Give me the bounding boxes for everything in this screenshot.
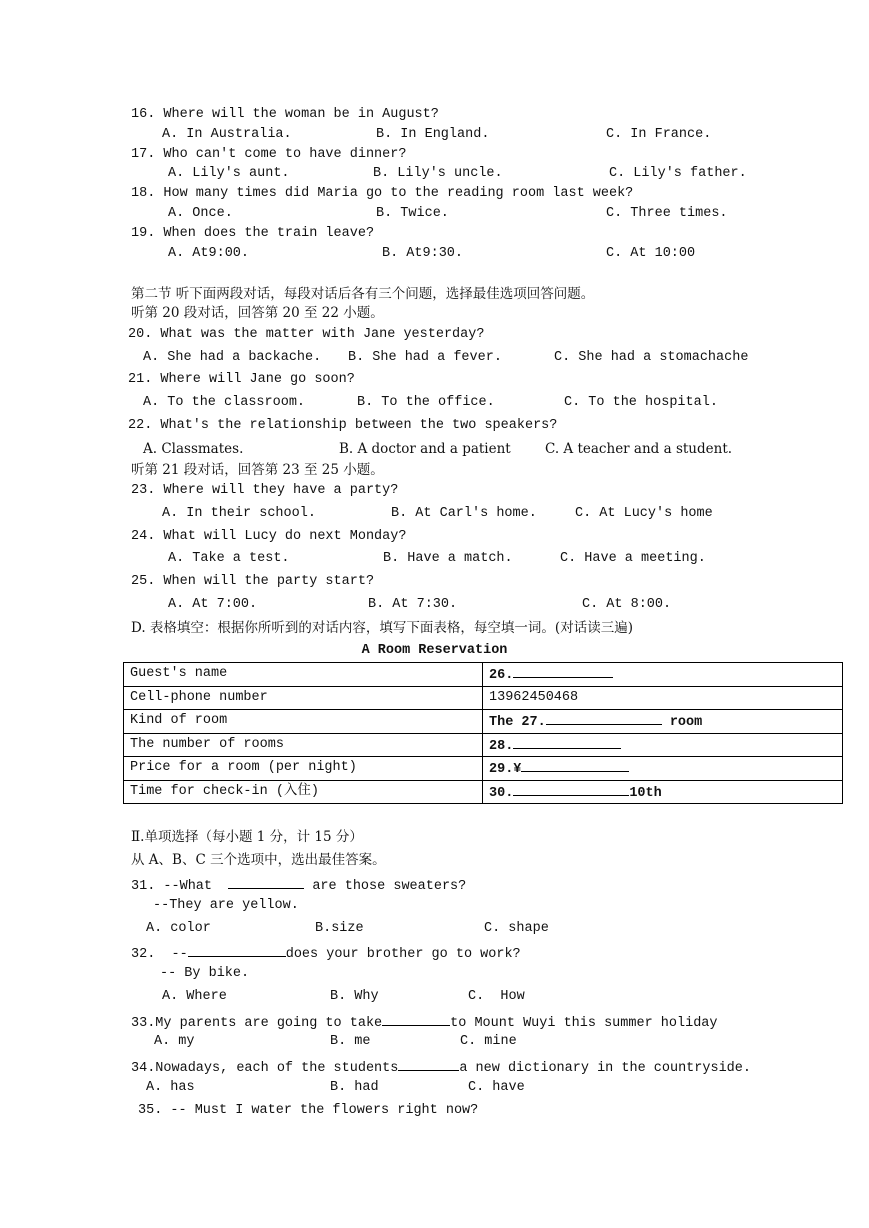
blank-number-26: 26. (489, 668, 514, 684)
option-21c: C. To the hospital. (564, 395, 718, 410)
part2-instruction: 从 A、B、C 三个选项中，选出最佳答案。 (131, 852, 386, 868)
option-19c: C. At 10:00 (606, 246, 696, 261)
question-33-start: 33.My parents are going to take (131, 1016, 383, 1031)
option-22c: C. A teacher and a student. (545, 441, 733, 457)
row-value: 13962450468 (483, 686, 843, 710)
row-value (483, 757, 843, 781)
row-label: Guest's name (124, 663, 483, 687)
section2-sub21: 听第 21 段对话，回答第 23 至 25 小题。 (131, 462, 384, 478)
reply-32: -- By bike. (160, 966, 250, 981)
option-23c: C. At Lucy's home (575, 506, 713, 521)
question-32 (131, 942, 521, 964)
question-31 (131, 874, 466, 896)
row-label: Cell-phone number (124, 686, 483, 710)
option-18b: B. Twice. (376, 206, 449, 221)
option-25a: A. At 7:00. (168, 597, 258, 612)
question-32-end: does your brother go to work? (285, 947, 521, 962)
option-19a: A. At9:00. (168, 246, 250, 261)
table-row (124, 710, 843, 734)
row-value (483, 780, 843, 804)
option-17a: A. Lily's aunt. (168, 166, 290, 181)
option-21b: B. To the office. (357, 395, 495, 410)
answer-blank-28[interactable] (513, 734, 621, 749)
question-17: 17. Who can't come to have dinner? (131, 147, 407, 162)
option-17c: C. Lily's father. (609, 166, 747, 181)
option-34c: C. have (468, 1080, 525, 1095)
question-31-start: 31. --What (131, 879, 213, 894)
question-34-end: a new dictionary in the countryside. (459, 1061, 751, 1076)
blank-number-27: The 27. (489, 715, 546, 731)
table-title: A Room Reservation (361, 643, 508, 658)
option-32c: C. How (468, 989, 525, 1004)
row-suffix: 10th (629, 785, 662, 801)
option-20b: B. She had a fever. (348, 350, 502, 365)
table-row (124, 780, 843, 804)
table-row (124, 733, 843, 757)
option-18a: A. Once. (168, 206, 233, 221)
option-24b: B. Have a match. (383, 551, 513, 566)
option-31c: C. shape (484, 921, 549, 936)
question-18: 18. How many times did Maria go to the reading room last week? (131, 186, 634, 201)
row-value (483, 733, 843, 757)
question-34-start: 34.Nowadays, each of the students (131, 1061, 399, 1076)
answer-blank-31[interactable] (228, 874, 304, 889)
question-33-end: to Mount Wuyi this summer holiday (450, 1016, 718, 1031)
option-34b: B. had (330, 1080, 379, 1095)
option-32a: A. Where (162, 989, 227, 1004)
blank-number-28: 28. (489, 738, 514, 754)
question-35: 35. -- Must I water the flowers right now? (138, 1103, 479, 1118)
option-31b: B.size (315, 921, 364, 936)
option-24a: A. Take a test. (168, 551, 290, 566)
reply-31: --They are yellow. (153, 898, 299, 913)
question-20: 20. What was the matter with Jane yesterday? (128, 327, 485, 342)
option-25b: B. At 7:30. (368, 597, 458, 612)
option-22b: B. A doctor and a patient (339, 441, 511, 457)
answer-blank-33[interactable] (382, 1011, 450, 1026)
blank-number-29: 29.¥ (489, 762, 522, 778)
question-16: 16. Where will the woman be in August? (131, 107, 439, 122)
option-16c: C. In France. (606, 127, 712, 142)
answer-blank-27[interactable] (546, 710, 662, 725)
question-23: 23. Where will they have a party? (131, 483, 399, 498)
option-20a: A. She had a backache. (143, 350, 322, 365)
table-row (124, 663, 843, 687)
option-34a: A. has (146, 1080, 195, 1095)
row-value (483, 710, 843, 734)
part2-heading: Ⅱ.单项选择（每小题 1 分，计 15 分） (131, 829, 363, 845)
option-33a: A. my (154, 1034, 195, 1049)
question-22: 22. What's the relationship between the two speakers? (128, 418, 558, 433)
question-33 (131, 1011, 718, 1033)
row-label: Kind of room (124, 710, 483, 734)
answer-blank-32[interactable] (188, 942, 286, 957)
answer-blank-30[interactable] (513, 781, 629, 796)
row-value (483, 663, 843, 687)
row-label: Time for check-in (入住) (124, 780, 483, 804)
option-24c: C. Have a meeting. (560, 551, 706, 566)
option-18c: C. Three times. (606, 206, 728, 221)
option-22a: A. Classmates. (143, 441, 244, 457)
question-34 (131, 1056, 751, 1078)
answer-blank-34[interactable] (398, 1056, 459, 1071)
option-25c: C. At 8:00. (582, 597, 672, 612)
section-d-heading: D. 表格填空：根据你所听到的对话内容，填写下面表格，每空填一词。(对话读三遍) (131, 620, 633, 636)
row-label: The number of rooms (124, 733, 483, 757)
row-label: Price for a room (per night) (124, 757, 483, 781)
option-21a: A. To the classroom. (143, 395, 306, 410)
section2-sub20: 听第 20 段对话，回答第 20 至 22 小题。 (131, 305, 384, 321)
option-31a: A. color (146, 921, 211, 936)
option-20c: C. She had a stomachache (554, 350, 749, 365)
question-21: 21. Where will Jane go soon? (128, 372, 355, 387)
question-31-end: are those sweaters? (312, 879, 467, 894)
question-32-start: 32. -- (131, 947, 188, 962)
question-24: 24. What will Lucy do next Monday? (131, 529, 407, 544)
option-23a: A. In their school. (162, 506, 316, 521)
option-19b: B. At9:30. (382, 246, 464, 261)
question-19: 19. When does the train leave? (131, 226, 375, 241)
answer-blank-29[interactable] (521, 757, 629, 772)
option-32b: B. Why (330, 989, 379, 1004)
table-row (124, 686, 843, 710)
blank-number-30: 30. (489, 785, 514, 801)
reservation-table (123, 662, 843, 804)
option-17b: B. Lily's uncle. (373, 166, 503, 181)
option-33c: C. mine (460, 1034, 517, 1049)
option-16a: A. In Australia. (162, 127, 292, 142)
answer-blank-26[interactable] (513, 663, 613, 678)
section2-heading: 第二节 听下面两段对话，每段对话后各有三个问题，选择最佳选项回答问题。 (131, 286, 595, 302)
question-25: 25. When will the party start? (131, 574, 375, 589)
table-row (124, 757, 843, 781)
option-23b: B. At Carl's home. (391, 506, 537, 521)
option-33b: B. me (330, 1034, 371, 1049)
row-suffix: room (669, 715, 703, 731)
option-16b: B. In England. (376, 127, 490, 142)
